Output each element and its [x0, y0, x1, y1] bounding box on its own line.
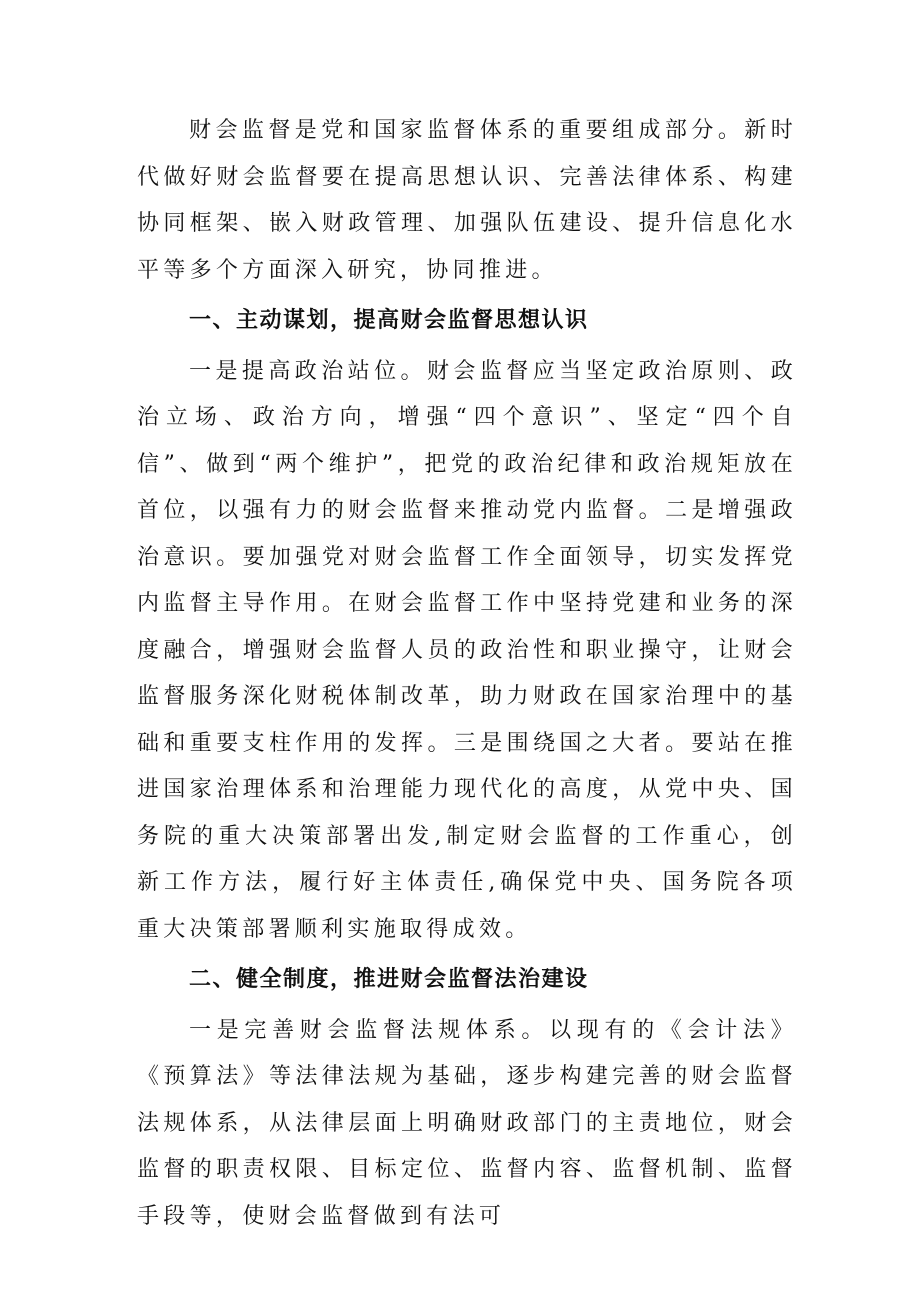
document-body: [137, 108, 797, 1240]
section-1-heading: 一、主动谋划，提高财会监督思想认识: [189, 308, 589, 333]
section-2-heading: 二、健全制度，推进财会监督法治建设: [189, 967, 589, 992]
section-2-paragraph: 一是完善财会监督法规体系。以现有的《会计法》《预算法》等法律法规为基础，逐步构建完善的财会监督法规体系，从法律层面上明确财政部门的主责地位，财会监督的职责权限、目标定位、监督内容、监督机制、监督手段等，使财会监督做到有法可: [137, 1017, 797, 1229]
intro-paragraph: 财会监督是党和国家监督体系的重要组成部分。新时代做好财会监督要在提高思想认识、完善法律体系、构建协同框架、嵌入财政管理、加强队伍建设、提升信息化水平等多个方面深入研究，协同推进。: [137, 118, 797, 283]
section-1-paragraph: 一是提高政治站位。财会监督应当坚定政治原则、政治立场、政治方向，增强“四个意识”、坚定“四个自信”、做到“两个维护”，把党的政治纪律和政治规矩放在首位，以强有力的财会监督来推动党内监督。二是增强政治意识。要加强党对财会监督工作全面领导，切实发挥党内监督主导作用。在财会监督工作中坚持党建和业务的深度融合，增强财会监督人员的政治性和职业操守，让财会监督服务深化财税体制改革，助力财政在国家治理中的基础和重要支柱作用的发挥。三是围绕国之大者。要站在推进国家治理体系和治理能力现代化的高度，从党中央、国务院的重大决策部署出发,制定财会监督的工作重心，创新工作方法，履行好主体责任,确保党中央、国务院各项重大决策部署顺利实施取得成效。: [137, 358, 797, 942]
